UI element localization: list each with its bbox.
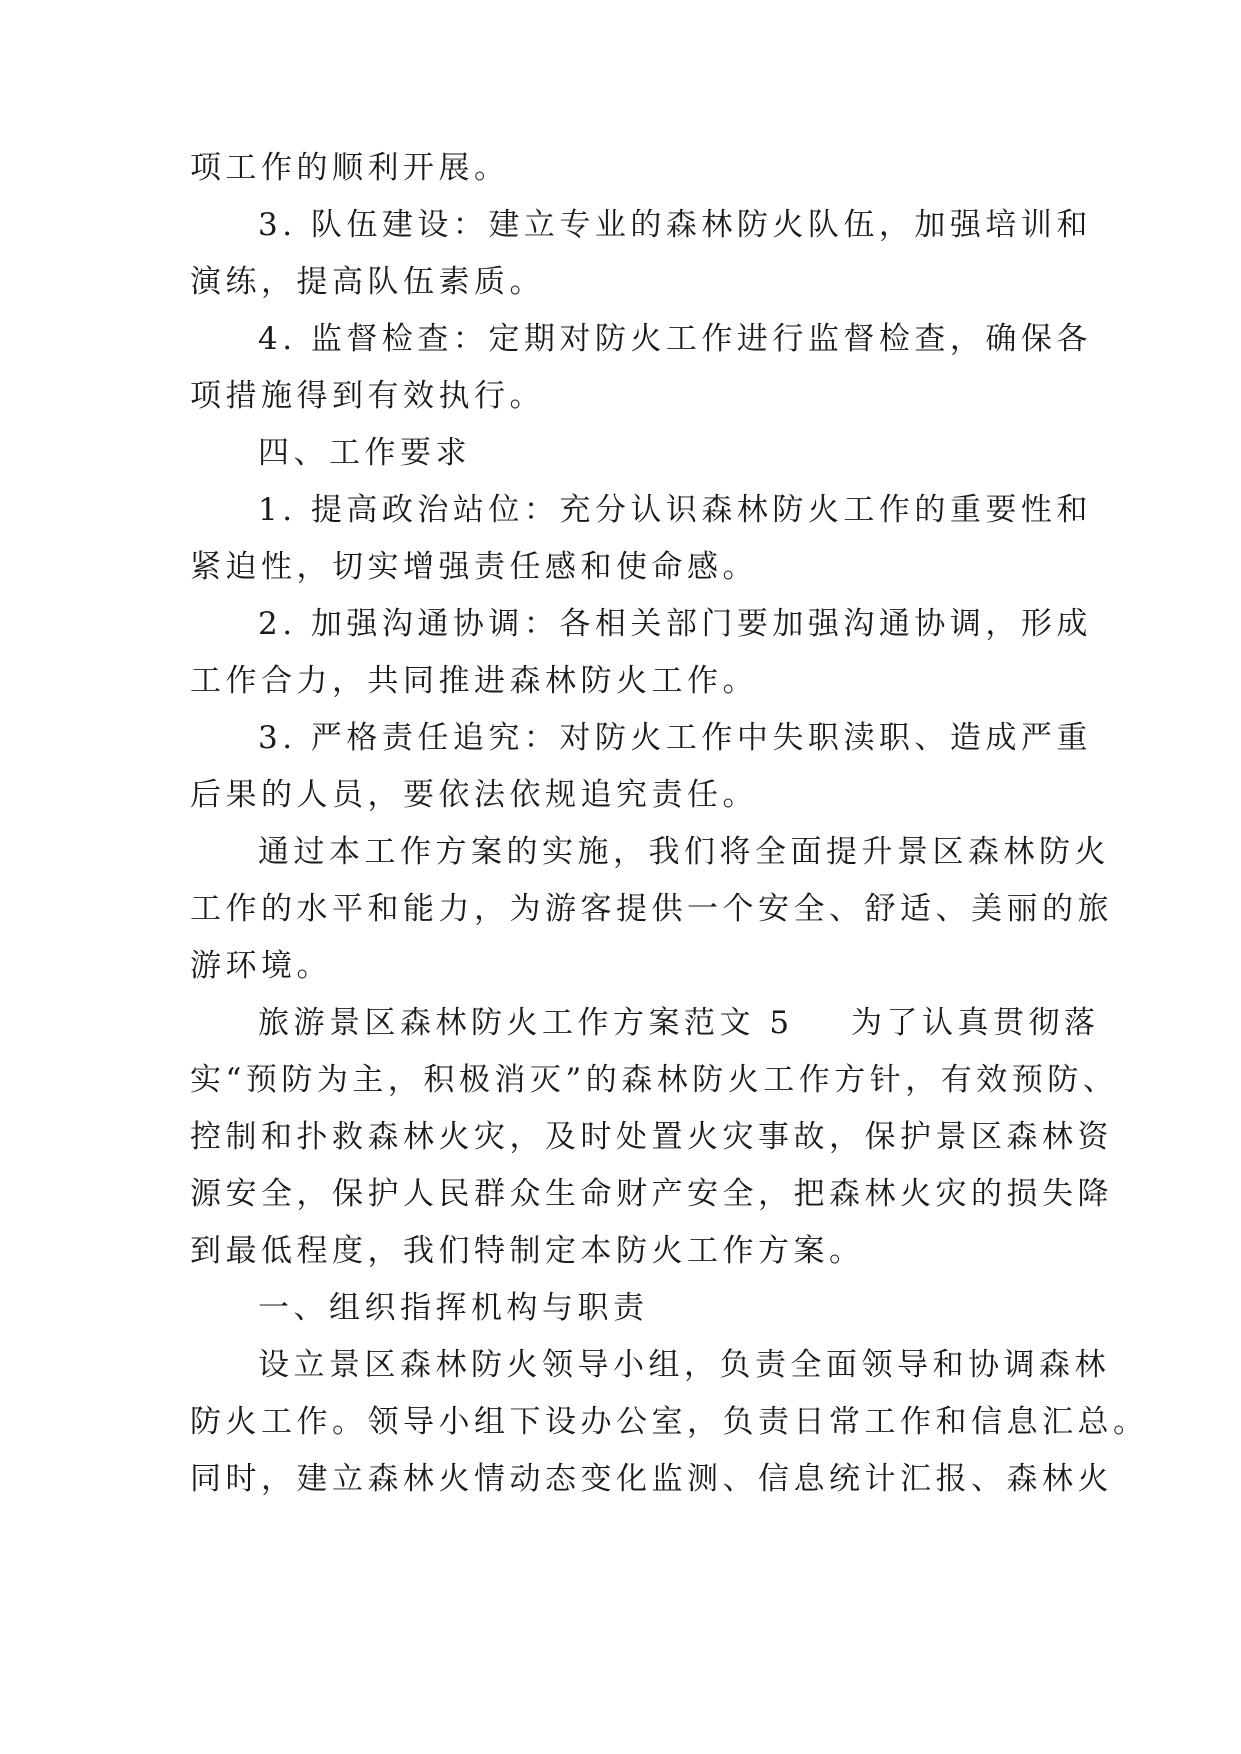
text-line: 工作合力，共同推进森林防火工作。 <box>190 663 758 699</box>
text-line: 3. 严格责任追究：对防火工作中失职渎职、造成严重 <box>258 720 1092 756</box>
text-line: 工作的水平和能力，为游客提供一个安全、舒适、美丽的旅 <box>190 891 1113 927</box>
text-line: 游环境。 <box>190 948 332 984</box>
text-line: 设立景区森林防火领导小组，负责全面领导和协调森林 <box>258 1347 1110 1383</box>
section-heading: 一、组织指挥机构与职责 <box>258 1290 649 1326</box>
text-line: 同时，建立森林火情动态变化监测、信息统计汇报、森林火 <box>190 1461 1113 1497</box>
text-line: 通过本工作方案的实施，我们将全面提升景区森林防火 <box>258 834 1110 870</box>
text-line: 演练，提高队伍素质。 <box>190 264 545 300</box>
text-line: 2. 加强沟通协调：各相关部门要加强沟通协调，形成 <box>258 606 1092 642</box>
text-line: 防火工作。领导小组下设办公室，负责日常工作和信息汇总。 <box>190 1404 1149 1440</box>
text-line: 项措施得到有效执行。 <box>190 378 545 414</box>
text-line: 到最低程度，我们特制定本防火工作方案。 <box>190 1233 865 1269</box>
text-line: 1. 提高政治站位：充分认识森林防火工作的重要性和 <box>258 492 1092 528</box>
text-line: 实“预防为主，积极消灭”的森林防火工作方针，有效预防、 <box>190 1062 1119 1098</box>
text-line: 源安全，保护人民群众生命财产安全，把森林火灾的损失降 <box>190 1176 1113 1212</box>
text-line: 控制和扑救森林火灾，及时处置火灾事故，保护景区森林资 <box>190 1119 1113 1155</box>
text-line: 项工作的顺利开展。 <box>190 150 510 186</box>
text-line: 后果的人员，要依法依规追究责任。 <box>190 777 758 813</box>
section-heading: 四、工作要求 <box>258 435 471 471</box>
text-line: 4. 监督检查：定期对防火工作进行监督检查，确保各 <box>258 321 1092 357</box>
text-line: 3. 队伍建设：建立专业的森林防火队伍，加强培训和 <box>258 207 1092 243</box>
text-line: 紧迫性，切实增强责任感和使命感。 <box>190 549 758 585</box>
text-line: 旅游景区森林防火工作方案范文 5 为了认真贯彻落 <box>258 1005 1100 1041</box>
